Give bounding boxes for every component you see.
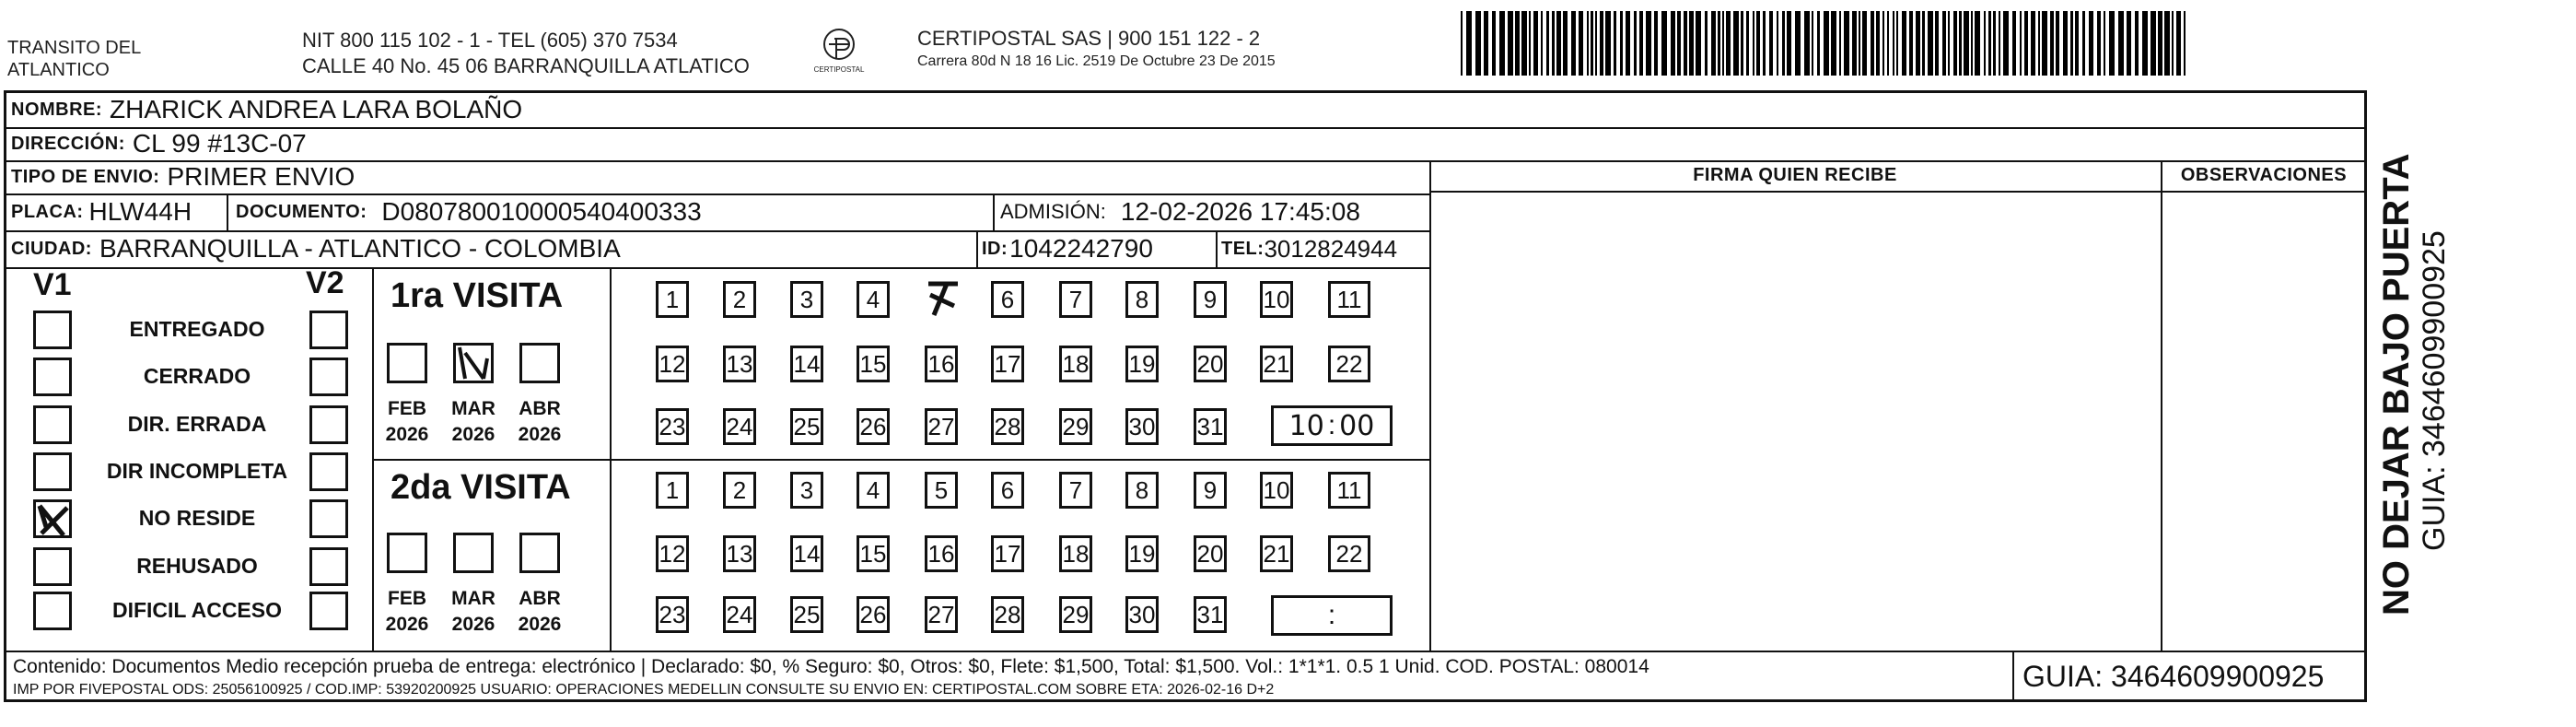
barcode-bar	[1639, 11, 1643, 76]
tel-divider	[1216, 230, 1218, 267]
barcode-bar	[1787, 11, 1791, 76]
visit1-day-box[interactable]: 31	[1194, 408, 1227, 445]
nombre-label: NOMBRE:	[11, 99, 103, 120]
visit2-title: 2da VISITA	[390, 468, 571, 507]
barcode-bar	[1521, 11, 1527, 76]
barcode-bar	[1852, 11, 1857, 76]
barcode-bar	[1614, 11, 1616, 76]
visit1-day-box[interactable]: 2	[723, 281, 756, 318]
check-mark-icon	[925, 280, 958, 319]
visit2-day-box[interactable]: 29	[1059, 596, 1092, 633]
visit2-day-box[interactable]: 2	[723, 472, 756, 509]
barcode-bar	[1753, 11, 1754, 76]
barcode-bar	[1902, 11, 1906, 76]
barcode-bar	[1546, 11, 1549, 76]
barcode-bar	[1605, 11, 1611, 76]
barcode-bar	[1563, 11, 1568, 76]
barcode-bar	[1746, 11, 1749, 76]
v2-checkbox[interactable]	[309, 592, 348, 630]
tel-cell	[1221, 230, 1397, 267]
barcode-bar	[1705, 11, 1708, 76]
visit2-day-box[interactable]: 10	[1260, 472, 1293, 509]
barcode-bar	[1466, 11, 1472, 76]
barcode-bar	[1999, 11, 2000, 76]
v1-checkbox[interactable]	[33, 499, 72, 538]
visit2-day-box[interactable]: 11	[1328, 472, 1370, 509]
month-name: ABR	[519, 398, 561, 419]
barcode-bar	[1696, 11, 1701, 76]
visit1-month-label	[443, 396, 504, 448]
month-year: 2026	[385, 614, 429, 635]
side-notice: NO DEJAR BAJO PUERTA	[2376, 153, 2417, 616]
visit1-month-label	[509, 396, 570, 448]
barcode-bar	[2063, 11, 2068, 76]
barcode-bar	[1626, 11, 1630, 76]
visit1-day-box[interactable]: 4	[857, 281, 890, 318]
month-name: ABR	[519, 588, 561, 609]
visit-row-divider	[372, 459, 1429, 461]
visit1-day-box[interactable]: 26	[857, 408, 890, 445]
visit2-day-box[interactable]: 8	[1125, 472, 1159, 509]
visit2-month-box[interactable]	[519, 533, 560, 573]
visit1-day-box[interactable]: 7	[1059, 281, 1092, 318]
barcode-bar	[2164, 11, 2170, 76]
visit1-day-box[interactable]: 29	[1059, 408, 1092, 445]
sender-line-1: TRANSITO DEL	[7, 38, 142, 58]
sender-info	[302, 28, 750, 79]
visit1-day-box[interactable]: 15	[857, 346, 890, 382]
barcode-bar	[2056, 11, 2059, 76]
barcode-bar	[1499, 11, 1505, 76]
visit2-day-box[interactable]: 6	[991, 472, 1024, 509]
tel-value: 3012824944	[1264, 234, 1398, 263]
visit2-day-box[interactable]: 26	[857, 596, 890, 633]
barcode-bar	[1533, 11, 1538, 76]
courier-name: CERTIPOSTAL SAS | 900 151 122 - 2	[917, 27, 1261, 50]
visit2-day-box[interactable]: 18	[1059, 535, 1092, 572]
barcode-bar	[2184, 11, 2186, 76]
barcode-bar	[2024, 11, 2028, 76]
barcode-bar	[2151, 11, 2156, 76]
visit1-day-box[interactable]: 12	[656, 346, 689, 382]
certipostal-logo	[807, 28, 871, 76]
admision-label: ADMISIÓN:	[1000, 200, 1106, 223]
row-divider	[4, 127, 2367, 129]
barcode-bar	[1684, 11, 1687, 76]
nombre-value: ZHARICK ANDREA LARA BOLAÑO	[110, 95, 523, 123]
barcode-bar	[1711, 11, 1716, 76]
visit1-month-box[interactable]	[387, 343, 427, 383]
barcode-bar	[1959, 11, 1962, 76]
firma-area[interactable]	[1431, 193, 2159, 649]
visit2-day-box[interactable]: 20	[1194, 535, 1227, 572]
sender-name	[7, 37, 141, 81]
status-label: DIR INCOMPLETA	[106, 459, 288, 483]
admision-cell	[1000, 193, 1360, 230]
visit1-day-box[interactable]: 16	[925, 346, 958, 382]
barcode-bar	[1782, 11, 1785, 76]
barcode-bar	[1862, 11, 1867, 76]
v1-checkbox[interactable]	[33, 547, 72, 586]
barcode-bar	[1993, 11, 1996, 76]
check-mark-icon	[36, 502, 71, 537]
barcode-bar	[2082, 11, 2085, 76]
barcode-bar	[2109, 11, 2115, 76]
visit1-day-box[interactable]: 6	[991, 281, 1024, 318]
barcode-bar	[1876, 11, 1880, 76]
tipo-envio-value: PRIMER ENVIO	[167, 162, 356, 191]
barcode-bar	[1646, 11, 1651, 76]
barcode-bar	[2158, 11, 2162, 76]
barcode-bar	[2135, 11, 2139, 76]
barcode-bar	[2104, 11, 2105, 76]
barcode-bar	[1733, 11, 1739, 76]
v2-checkbox[interactable]	[309, 452, 348, 491]
admision-divider	[993, 193, 995, 230]
direccion-label: DIRECCIÓN:	[11, 133, 125, 154]
visit1-day-box[interactable]: 21	[1260, 346, 1293, 382]
visit2-day-box[interactable]: 27	[925, 596, 958, 633]
barcode-bar	[1839, 11, 1841, 76]
sender-nit: NIT 800 115 102 - 1 - TEL (605) 370 7534	[302, 29, 678, 52]
visit2-day-box[interactable]: 19	[1125, 535, 1159, 572]
month-name: MAR	[451, 398, 495, 419]
documento-cell	[236, 193, 702, 230]
barcode-bar	[1922, 11, 1925, 76]
barcode-bar	[1484, 11, 1488, 76]
barcode-bar	[2142, 11, 2148, 76]
barcode-bar	[1887, 11, 1889, 76]
barcode-bar	[1556, 11, 1561, 76]
month-name: FEB	[388, 398, 426, 419]
barcode-bar	[2075, 11, 2079, 76]
visit1-month-label	[377, 396, 437, 448]
barcode-bar	[1804, 11, 1810, 76]
barcode-bar	[1928, 11, 1933, 76]
visit2-day-box[interactable]: 15	[857, 535, 890, 572]
barcode-bar	[1475, 11, 1481, 76]
barcode-bar	[2172, 11, 2174, 76]
barcode-bar	[1722, 11, 1724, 76]
barcode-bar	[2012, 11, 2016, 76]
barcode-bar	[1552, 11, 1555, 76]
v1-checkbox[interactable]	[33, 311, 72, 349]
barcode-bar	[1492, 11, 1496, 76]
sender-line-2: ATLANTICO	[7, 60, 110, 80]
barcode-bar	[2097, 11, 2101, 76]
barcode-bar	[1831, 11, 1836, 76]
visit1-day-box[interactable]: 23	[656, 408, 689, 445]
footer-guia-divider	[2012, 651, 2014, 702]
visit1-time-box[interactable]	[1271, 405, 1393, 446]
visit1-day-box[interactable]: 27	[925, 408, 958, 445]
visit1-day-box[interactable]: 1	[656, 281, 689, 318]
barcode-bar	[1587, 11, 1589, 76]
barcode-bar	[2031, 11, 2035, 76]
barcode-bar	[1571, 11, 1576, 76]
id-divider	[976, 230, 978, 267]
status-label: NO RESIDE	[138, 506, 256, 530]
barcode-bar	[1964, 11, 1969, 76]
visit2-day-box[interactable]: 3	[790, 472, 823, 509]
ciudad-cell	[11, 230, 621, 267]
barcode-bar	[1756, 11, 1760, 76]
barcode-bar	[1600, 11, 1603, 76]
barcode-bar	[1689, 11, 1694, 76]
direccion-value: CL 99 #13C-07	[132, 129, 307, 158]
barcode-bar	[1515, 11, 1520, 76]
barcode-bar	[1975, 11, 1980, 76]
barcode-bar	[1726, 11, 1731, 76]
sender-address: CALLE 40 No. 45 06 BARRANQUILLA ATLATICO	[302, 54, 750, 77]
barcode-bar	[1795, 11, 1801, 76]
courier-info	[917, 26, 1276, 72]
barcode-bar	[1935, 11, 1939, 76]
barcode-bar	[1777, 11, 1778, 76]
visit1-day-box[interactable]: 22	[1328, 346, 1370, 382]
visit1-day-box[interactable]: 18	[1059, 346, 1092, 382]
check-mark-icon	[456, 346, 493, 382]
footer-guia: GUIA: 3464609900925	[2022, 660, 2325, 693]
id-value: 1042242790	[1009, 234, 1153, 263]
barcode-bar	[1541, 11, 1543, 76]
documento-value: D080780010000540400333	[381, 197, 702, 226]
barcode-bar	[1677, 11, 1681, 76]
visit2-day-box[interactable]: 16	[925, 535, 958, 572]
tipo-envio-row	[11, 160, 355, 193]
status-label: DIFICIL ACCESO	[111, 598, 282, 622]
barcode-bar	[1671, 11, 1675, 76]
placa-label: PLACA:	[11, 201, 84, 222]
visit1-day-box[interactable]: 19	[1125, 346, 1159, 382]
barcode-bar	[1812, 11, 1813, 76]
firma-header	[1429, 160, 2161, 191]
visit2-day-box[interactable]: 7	[1059, 472, 1092, 509]
visit2-month-label	[377, 586, 437, 638]
certipostal-logo-icon	[807, 28, 871, 76]
footer-imp: IMP POR FIVEPOSTAL ODS: 25056100925 / COD.IMP: 53920200925 USUARIO: OPERACIONES MEDELLIN CONSULTE SU ENVIO EN: CERTIPOSTAL.COM SOBRE ETA: 2026-02-16 D+2	[13, 682, 1275, 698]
visit1-day-box[interactable]	[925, 281, 958, 318]
barcode-bar	[1916, 11, 1920, 76]
ciudad-label: CIUDAD:	[11, 238, 92, 259]
barcode-bar	[1620, 11, 1623, 76]
visit1-title: 1ra VISITA	[390, 276, 564, 315]
visit1-day-box[interactable]: 20	[1194, 346, 1227, 382]
barcode-bar	[1984, 11, 1986, 76]
barcode-bar	[2003, 11, 2009, 76]
barcode-icon	[1461, 11, 2188, 76]
barcode-bar	[1953, 11, 1957, 76]
visit2-day-box[interactable]: 9	[1194, 472, 1227, 509]
barcode-bar	[1718, 11, 1720, 76]
status-label: DIR. ERRADA	[127, 412, 267, 436]
month-name: FEB	[388, 588, 426, 609]
barcode	[1461, 11, 2188, 76]
barcode-bar	[1988, 11, 1991, 76]
visit1-time-minutes: 00	[1339, 409, 1375, 442]
barcode-bar	[1579, 11, 1583, 76]
v2-label: V2	[306, 265, 344, 300]
barcode-bar	[1896, 11, 1898, 76]
visit1-day-box[interactable]: 24	[723, 408, 756, 445]
visit1-time-sep: :	[1327, 410, 1336, 440]
visit1-day-box[interactable]: 8	[1125, 281, 1159, 318]
barcode-bar	[2118, 11, 2124, 76]
placa-value: HLW44H	[88, 197, 192, 226]
visit1-day-box[interactable]: 11	[1328, 281, 1370, 318]
placa-cell	[11, 193, 192, 230]
footer-contents: Contenido: Documentos Medio recepción prueba de entrega: electrónico | Declarado: $0, % Seguro: $0, Otros: $0, Flete: $1,500, Total: $1,500. Vol.: 1*1*1. 0.5 1 Unid. COD. POSTAL: 080014	[13, 656, 1649, 677]
barcode-bar	[2050, 11, 2054, 76]
visit2-day-box[interactable]: 24	[723, 596, 756, 633]
barcode-bar	[1763, 11, 1766, 76]
visit2-time-box[interactable]	[1271, 595, 1393, 636]
status-label: ENTREGADO	[129, 317, 265, 341]
visit2-day-box[interactable]: 4	[857, 472, 890, 509]
side-guia: GUIA: 3464609900925	[2417, 230, 2452, 551]
barcode-bar	[1508, 11, 1513, 76]
barcode-bar	[1859, 11, 1860, 76]
barcode-bar	[2127, 11, 2131, 76]
svg-text:CERTIPOSTAL: CERTIPOSTAL	[813, 65, 865, 74]
visit2-month-label	[509, 586, 570, 638]
barcode-bar	[1595, 11, 1597, 76]
visit2-day-box[interactable]: 31	[1194, 596, 1227, 633]
courier-license: Carrera 80d N 18 16 Lic. 2519 De Octubre 23 De 2015	[917, 53, 1276, 69]
observaciones-header	[2161, 160, 2367, 191]
nombre-row	[11, 92, 522, 127]
barcode-bar	[1591, 11, 1593, 76]
visit2-month-box[interactable]	[387, 533, 427, 573]
v1-checkbox[interactable]	[33, 592, 72, 630]
visit2-day-box[interactable]: 17	[991, 535, 1024, 572]
month-year: 2026	[451, 614, 495, 635]
visit1-day-box[interactable]: 30	[1125, 408, 1159, 445]
visit2-day-box[interactable]: 21	[1260, 535, 1293, 572]
v2-checkbox[interactable]	[309, 547, 348, 586]
tel-label: TEL:	[1221, 238, 1265, 259]
ciudad-value: BARRANQUILLA - ATLANTICO - COLOMBIA	[99, 234, 621, 263]
visit1-day-box[interactable]: 17	[991, 346, 1024, 382]
documento-label: DOCUMENTO:	[236, 201, 367, 222]
v1-checkbox[interactable]	[33, 405, 72, 444]
id-label: ID:	[982, 238, 1008, 259]
firma-label: FIRMA QUIEN RECIBE	[1693, 165, 1897, 185]
visit2-day-box[interactable]: 28	[991, 596, 1024, 633]
barcode-bar	[1817, 11, 1820, 76]
barcode-bar	[1948, 11, 1950, 76]
barcode-bar	[1461, 11, 1463, 76]
barcode-bar	[2089, 11, 2093, 76]
barcode-bar	[1844, 11, 1849, 76]
visit2-month-box[interactable]	[453, 533, 494, 573]
visit2-day-box[interactable]: 5	[925, 472, 958, 509]
visit2-day-box[interactable]: 12	[656, 535, 689, 572]
barcode-bar	[1942, 11, 1946, 76]
barcode-bar	[2038, 11, 2040, 76]
barcode-bar	[1661, 11, 1667, 76]
barcode-bar	[1882, 11, 1884, 76]
barcode-bar	[2042, 11, 2047, 76]
placa-divider	[227, 193, 228, 230]
visit1-day-box[interactable]: 3	[790, 281, 823, 318]
month-year: 2026	[385, 424, 429, 445]
barcode-bar	[1529, 11, 1531, 76]
visit2-day-box[interactable]: 30	[1125, 596, 1159, 633]
barcode-bar	[1769, 11, 1773, 76]
barcode-bar	[2176, 11, 2181, 76]
visit1-month-box[interactable]	[519, 343, 560, 383]
status-label: REHUSADO	[136, 554, 258, 578]
visit2-day-box[interactable]: 13	[723, 535, 756, 572]
barcode-bar	[2070, 11, 2073, 76]
visit2-month-label	[443, 586, 504, 638]
v1-label: V1	[33, 267, 72, 302]
visit2-day-box[interactable]: 22	[1328, 535, 1370, 572]
barcode-bar	[1634, 11, 1637, 76]
direccion-row	[11, 127, 307, 160]
visit1-day-box[interactable]: 10	[1260, 281, 1293, 318]
id-cell	[982, 230, 1153, 267]
tipo-envio-label: TIPO DE ENVIO:	[11, 166, 160, 187]
barcode-bar	[1824, 11, 1829, 76]
v1-checkbox[interactable]	[33, 358, 72, 396]
barcode-bar	[1654, 11, 1658, 76]
observaciones-area[interactable]	[2162, 193, 2365, 649]
visit1-day-box[interactable]: 13	[723, 346, 756, 382]
visit1-day-box[interactable]: 28	[991, 408, 1024, 445]
visit1-day-box[interactable]: 14	[790, 346, 823, 382]
barcode-bar	[1909, 11, 1913, 76]
barcode-bar	[2020, 11, 2022, 76]
v2-checkbox[interactable]	[309, 405, 348, 444]
visit2-day-box[interactable]: 25	[790, 596, 823, 633]
visit1-day-box[interactable]: 25	[790, 408, 823, 445]
visit2-day-box[interactable]: 23	[656, 596, 689, 633]
v2-checkbox[interactable]	[309, 499, 348, 538]
observaciones-label: OBSERVACIONES	[2180, 165, 2348, 185]
admision-value: 12-02-2026 17:45:08	[1120, 197, 1360, 226]
month-year: 2026	[518, 424, 562, 445]
barcode-bar	[1971, 11, 1973, 76]
visit1-day-box[interactable]: 9	[1194, 281, 1227, 318]
v2-checkbox[interactable]	[309, 311, 348, 349]
row-divider	[4, 267, 1429, 269]
visit2-day-box[interactable]: 14	[790, 535, 823, 572]
barcode-bar	[1741, 11, 1743, 76]
status-label: CERRADO	[143, 364, 251, 388]
v1-checkbox[interactable]	[33, 452, 72, 491]
visit2-day-box[interactable]: 1	[656, 472, 689, 509]
month-year: 2026	[518, 614, 562, 635]
barcode-bar	[1871, 11, 1874, 76]
visit1-time-hours: 10	[1288, 409, 1324, 442]
month-name: MAR	[451, 588, 495, 609]
visit2-time-sep: :	[1327, 600, 1336, 630]
v2-checkbox[interactable]	[309, 358, 348, 396]
barcode-bar	[1893, 11, 1894, 76]
month-year: 2026	[451, 424, 495, 445]
visit1-month-box[interactable]	[453, 343, 494, 383]
